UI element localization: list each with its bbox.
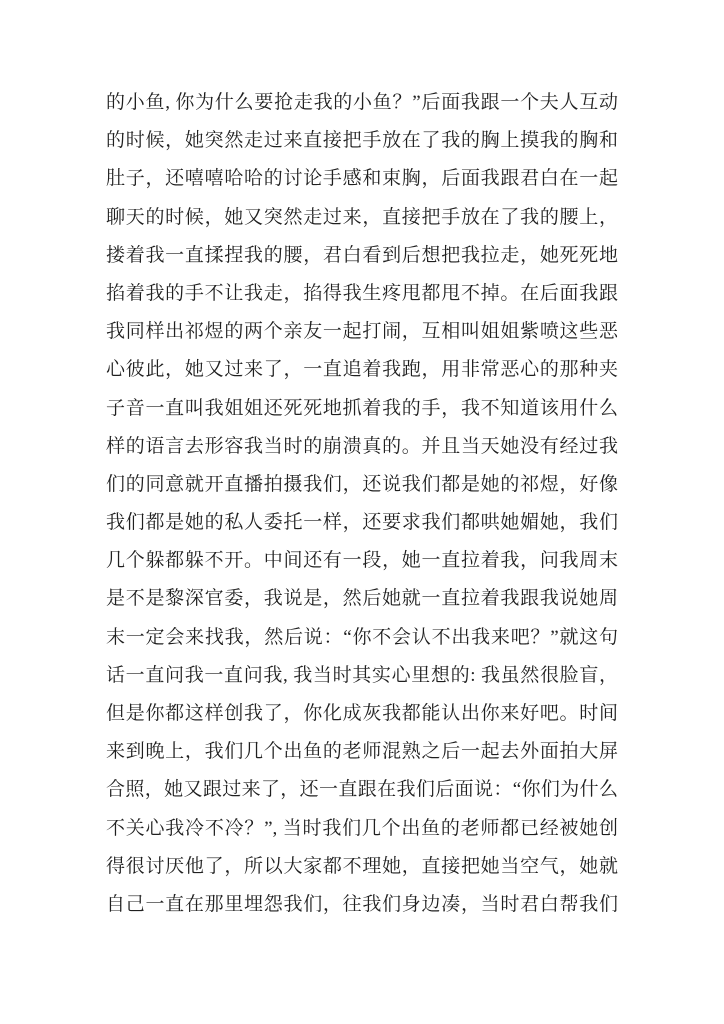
text-line: 的时候，她突然走过来直接把手放在了我的胸上摸我的胸和 xyxy=(106,130,618,152)
text-line: 心彼此，她又过来了，一直追着我跑，用非常恶心的那种夹 xyxy=(106,359,618,381)
text-line: 是不是黎深官委，我说是，然后她就一直拉着我跟我说她周 xyxy=(106,588,618,610)
text-line: 子音一直叫我姐姐还死死地抓着我的手，我不知道该用什么 xyxy=(106,397,618,419)
text-line: 得很讨厌他了，所以大家都不理她，直接把她当空气，她就 xyxy=(106,855,618,877)
text-line: 掐着我的手不让我走，掐得我生疼甩都甩不掉。在后面我跟 xyxy=(106,282,618,304)
text-line: 肚子，还嘻嘻哈哈的讨论手感和束胸，后面我跟君白在一起 xyxy=(106,168,618,190)
text-line: 不关心我冷不冷？”, 当时我们几个出鱼的老师都已经被她创 xyxy=(106,817,618,839)
text-line: 自己一直在那里埋怨我们，往我们身边凑，当时君白帮我们 xyxy=(106,893,618,915)
text-line: 来到晚上，我们几个出鱼的老师混熟之后一起去外面拍大屏 xyxy=(106,741,618,763)
text-line: 末一定会来找我，然后说：“你不会认不出我来吧？”就这句 xyxy=(106,626,618,648)
text-line: 聊天的时候，她又突然走过来，直接把手放在了我的腰上， xyxy=(106,206,618,228)
text-line: 们的同意就开直播拍摄我们，还说我们都是她的祁煜，好像 xyxy=(106,473,618,495)
text-line: 几个躲都躲不开。中间还有一段，她一直拉着我，问我周末 xyxy=(106,550,618,572)
paragraph-text xyxy=(106,84,618,924)
text-line: 我同样出祁煜的两个亲友一起打闹，互相叫姐姐紫喷这些恶 xyxy=(106,321,618,343)
text-line: 但是你都这样创我了，你化成灰我都能认出你来好吧。时间 xyxy=(106,703,618,724)
text-line: 我们都是她的私人委托一样，还要求我们都哄她媚她，我们 xyxy=(106,512,618,534)
text-line: 合照，她又跟过来了，还一直跟在我们后面说：“你们为什么 xyxy=(106,779,618,801)
text-line: 的小鱼, 你为什么要抢走我的小鱼？”后面我跟一个夫人互动 xyxy=(106,92,618,113)
text-line: 话一直问我一直问我, 我当时其实心里想的: 我虽然很脸盲， xyxy=(106,664,618,686)
text-line: 搂着我一直揉捏我的腰，君白看到后想把我拉走，她死死地 xyxy=(106,244,618,266)
text-line: 样的语言去形容我当时的崩溃真的。并且当天她没有经过我 xyxy=(106,435,618,457)
